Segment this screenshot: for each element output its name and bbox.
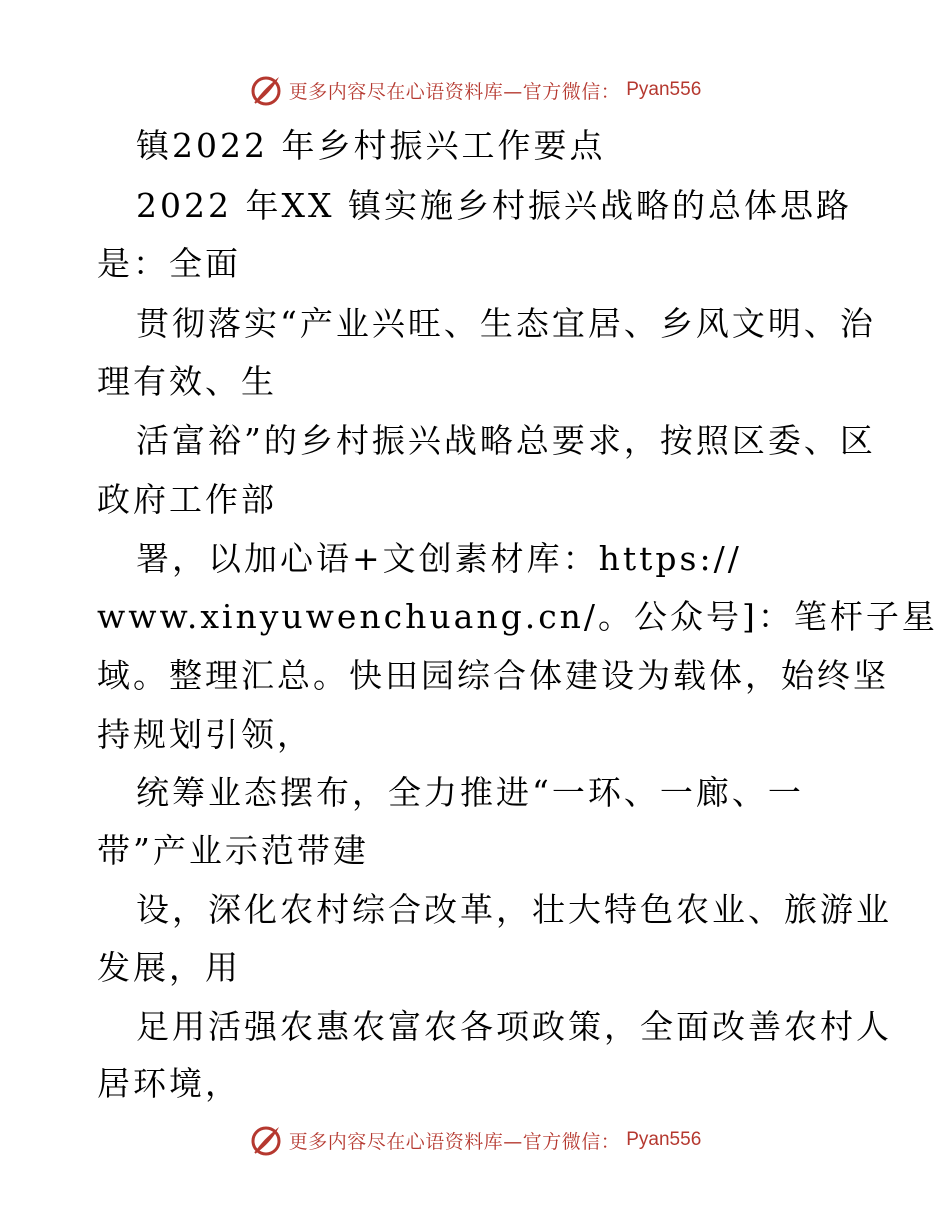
feather-pen-logo-icon: [249, 1123, 283, 1157]
paragraph-line: 是：全面: [97, 244, 241, 283]
paragraph-line: 域。整理汇总。快田园综合体建设为载体，始终坚: [97, 656, 889, 695]
paragraph-line: 居环境，: [97, 1064, 241, 1103]
paragraph-line: 持规划引领，: [97, 715, 313, 754]
watermark-text: 更多内容尽在心语资料库—官方微信：: [288, 80, 621, 103]
paragraph-line: 足用活强农惠农富农各项政策，全面改善农村人: [136, 1007, 892, 1046]
paragraph-line: 贯彻落实“产业兴旺、生态宜居、乡风文明、治: [136, 304, 876, 343]
watermark-wechat-id: Pyan556: [626, 79, 702, 100]
document-title: 镇2022 年乡村振兴工作要点: [136, 126, 606, 165]
watermark-wechat-id: Pyan556: [626, 1129, 702, 1150]
paragraph-line: 2022 年XX 镇实施乡村振兴战略的总体思路: [136, 186, 852, 225]
paragraph-line: 发展，用: [97, 948, 241, 987]
paragraph-line: 理有效、生: [97, 362, 277, 401]
paragraph-line: 政府工作部: [97, 480, 277, 519]
footer-watermark: [0, 1120, 950, 1160]
watermark-text: 更多内容尽在心语资料库—官方微信：: [288, 1130, 621, 1153]
paragraph-line: www.xinyuwenchuang.cn/。公众号]：笔杆子星: [97, 597, 938, 636]
paragraph-line: 带”产业示范带建: [97, 831, 369, 870]
paragraph-line: 活富裕”的乡村振兴战略总要求，按照区委、区: [136, 421, 876, 460]
paragraph-line: 统筹业态摆布，全力推进“一环、一廊、一: [136, 773, 804, 812]
paragraph-line: 署，以加心语+文创素材库：https://: [136, 539, 742, 578]
paragraph-line: 设，深化农村综合改革，壮大特色农业、旅游业: [136, 890, 892, 929]
